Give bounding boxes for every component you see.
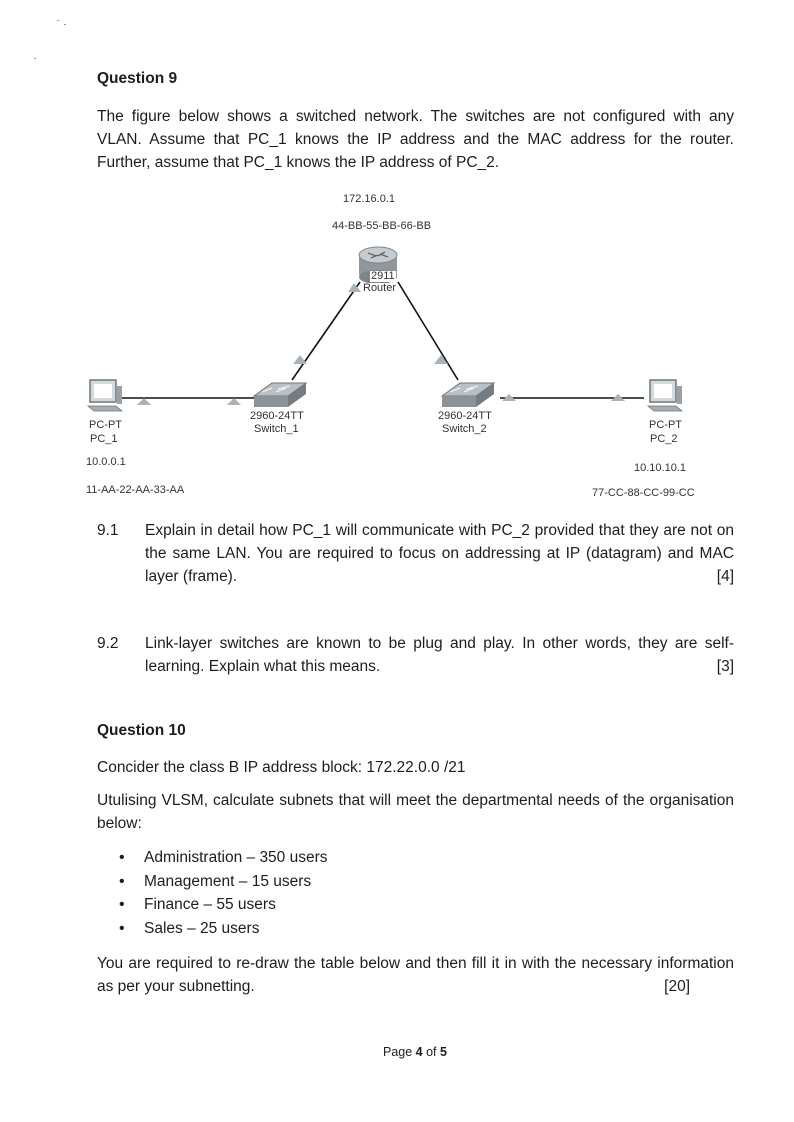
switch-2-name-label: Switch_2 (442, 423, 487, 435)
marks: [3] (716, 658, 734, 675)
question-text (145, 632, 734, 678)
pc-2-type-label: PC-PT (649, 419, 682, 431)
page-total: 5 (440, 1045, 447, 1059)
link-router-switch2 (398, 282, 458, 380)
question-10-task (97, 952, 734, 998)
pc-2-icon (648, 380, 682, 411)
department-item: • Administration – 350 users (97, 846, 497, 870)
pc-1-mac-label: 11-AA-22-AA-33-AA (86, 484, 185, 496)
switch-1-model-label: 2960-24TT (250, 410, 304, 422)
department-item: • Management – 15 users (97, 870, 497, 894)
department-list (97, 846, 497, 940)
pc-1-ip-label: 10.0.0.1 (86, 456, 126, 468)
pc-1-icon (88, 380, 122, 411)
question-number: 9.1 (97, 522, 119, 539)
link-light-icon (137, 398, 151, 405)
question-text (145, 519, 734, 588)
page-prefix: Page (383, 1045, 416, 1059)
department-item: • Finance – 55 users (97, 893, 497, 917)
marks: [4] (716, 568, 734, 585)
link-switch1-router (292, 282, 360, 380)
link-light-icon (293, 355, 307, 364)
question-10-task-text: You are required to re-draw the table below and then fill it in with the necessary information as per your subnetting. (97, 955, 734, 995)
router-name-label: Router (363, 282, 397, 294)
page-number (383, 1045, 447, 1059)
router-ip-label: 172.16.0.1 (343, 193, 395, 205)
page-of: of (422, 1045, 440, 1059)
question-9-1-text: Explain in detail how PC_1 will communicate with PC_2 provided that they are not on the same LAN. You are required to focus on addressing at IP (datagram) and MAC layer (frame). (145, 522, 734, 585)
switch-2-icon (442, 383, 494, 407)
question-10-instruction: Utulising VLSM, calculate subnets that will meet the departmental needs of the organisation below: (97, 792, 734, 832)
question-9-title: Question 9 (97, 70, 178, 87)
question-10-block: Concider the class B IP address block: 172.22.0.0 /21 (97, 759, 466, 776)
pc-2-ip-label: 10.10.10.1 (634, 462, 686, 474)
pc-1-name-label: PC_1 (90, 433, 118, 445)
switch-1-icon (254, 383, 306, 407)
question-9-intro: The figure below shows a switched network. The switches are not configured with any VLAN. Assume that PC_1 knows the IP address and the MAC address for the router. Further, assume that PC_1 knows the IP address of PC_2. (97, 108, 734, 171)
question-9-2 (97, 632, 734, 678)
question-9-1 (97, 519, 734, 588)
question-10-title: Question 10 (97, 722, 186, 739)
page-current: 4 (415, 1045, 423, 1059)
pc-2-name-label: PC_2 (650, 433, 678, 445)
pc-1-type-label: PC-PT (89, 419, 122, 431)
pc-2-mac-label: 77-CC-88-CC-99-CC (592, 487, 695, 499)
router-mac-label: 44-BB-55-BB-66-BB (332, 220, 432, 232)
switch-2-model-label: 2960-24TT (438, 410, 492, 422)
switch-1-name-label: Switch_1 (254, 423, 299, 435)
link-light-icon (227, 398, 241, 405)
department-item: • Sales – 25 users (97, 917, 497, 941)
question-9-2-text: Link-layer switches are known to be plug and play. In other words, they are self-learning. Explain what this means. (145, 635, 734, 675)
question-number: 9.2 (97, 635, 119, 652)
router-model-label: 2911 (371, 270, 395, 282)
marks: [20] (664, 978, 690, 995)
